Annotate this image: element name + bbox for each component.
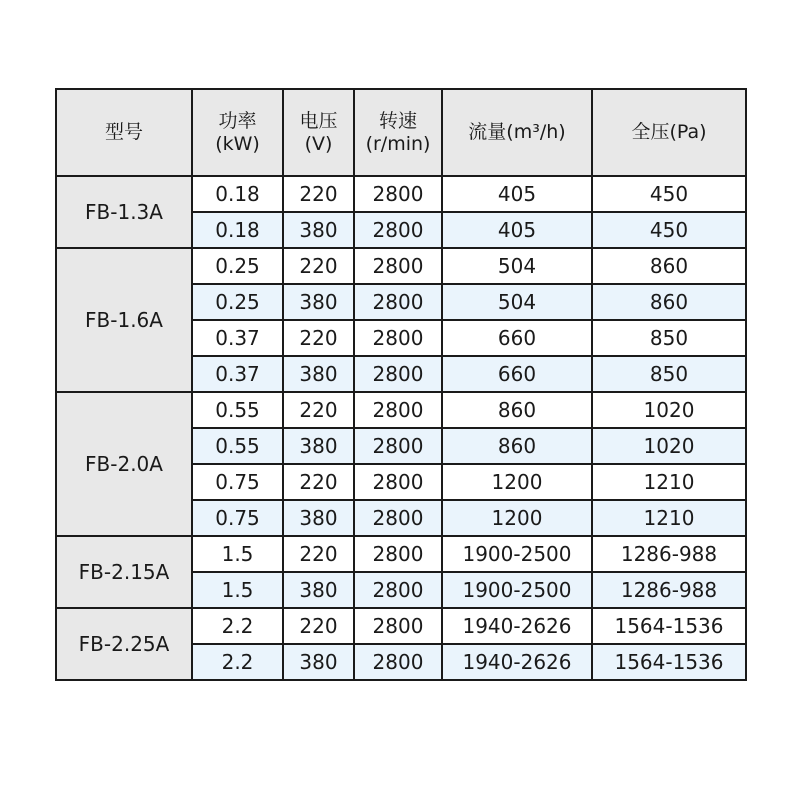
header-speed	[354, 89, 442, 176]
voltage-cell: 220	[283, 392, 354, 428]
flow-cell: 860	[442, 428, 592, 464]
header-voltage-label: 电压	[299, 109, 338, 132]
power-cell: 0.37	[192, 320, 283, 356]
voltage-cell: 380	[283, 644, 354, 680]
voltage-cell: 220	[283, 248, 354, 284]
model-cell: FB-2.0A	[56, 392, 192, 536]
power-cell: 0.55	[192, 392, 283, 428]
pressure-cell: 1020	[592, 428, 746, 464]
model-cell: FB-1.6A	[56, 248, 192, 392]
speed-cell: 2800	[354, 464, 442, 500]
pressure-cell: 1564-1536	[592, 608, 746, 644]
table-row	[56, 536, 746, 572]
model-cell: FB-2.15A	[56, 536, 192, 608]
power-cell: 1.5	[192, 536, 283, 572]
pressure-cell: 1286-988	[592, 572, 746, 608]
flow-cell: 1900-2500	[442, 572, 592, 608]
voltage-cell: 220	[283, 176, 354, 212]
header-speed-unit: (r/min)	[365, 132, 431, 155]
header-power-unit: (kW)	[215, 132, 260, 155]
flow-cell: 1200	[442, 500, 592, 536]
flow-cell: 1940-2626	[442, 608, 592, 644]
header-voltage	[283, 89, 354, 176]
flow-cell: 1900-2500	[442, 536, 592, 572]
pressure-cell: 450	[592, 212, 746, 248]
speed-cell: 2800	[354, 536, 442, 572]
table-row	[56, 176, 746, 212]
model-cell: FB-2.25A	[56, 608, 192, 680]
pressure-cell: 1020	[592, 392, 746, 428]
power-cell: 0.18	[192, 176, 283, 212]
header-speed-label: 转速	[378, 109, 417, 132]
flow-cell: 860	[442, 392, 592, 428]
header-pressure-label: 全压(Pa)	[631, 121, 707, 143]
pressure-cell: 860	[592, 284, 746, 320]
voltage-cell: 380	[283, 356, 354, 392]
power-cell: 0.75	[192, 464, 283, 500]
table-row	[56, 608, 746, 644]
speed-cell: 2800	[354, 428, 442, 464]
header-flow	[442, 89, 592, 176]
voltage-cell: 380	[283, 428, 354, 464]
speed-cell: 2800	[354, 572, 442, 608]
header-model	[56, 89, 192, 176]
header-model-label: 型号	[104, 121, 143, 143]
power-cell: 0.75	[192, 500, 283, 536]
flow-cell: 660	[442, 356, 592, 392]
speed-cell: 2800	[354, 608, 442, 644]
voltage-cell: 380	[283, 284, 354, 320]
voltage-cell: 380	[283, 500, 354, 536]
speed-cell: 2800	[354, 392, 442, 428]
pressure-cell: 450	[592, 176, 746, 212]
pressure-cell: 850	[592, 320, 746, 356]
power-cell: 2.2	[192, 608, 283, 644]
table-body	[56, 176, 746, 680]
pressure-cell: 1564-1536	[592, 644, 746, 680]
speed-cell: 2800	[354, 644, 442, 680]
pressure-cell: 1210	[592, 464, 746, 500]
speed-cell: 2800	[354, 212, 442, 248]
header-power	[192, 89, 283, 176]
voltage-cell: 220	[283, 608, 354, 644]
power-cell: 0.25	[192, 284, 283, 320]
header-voltage-unit: (V)	[304, 132, 333, 155]
pressure-cell: 1286-988	[592, 536, 746, 572]
flow-cell: 660	[442, 320, 592, 356]
voltage-cell: 380	[283, 572, 354, 608]
table-row	[56, 248, 746, 284]
speed-cell: 2800	[354, 356, 442, 392]
voltage-cell: 380	[283, 212, 354, 248]
flow-cell: 1940-2626	[442, 644, 592, 680]
table-row	[56, 392, 746, 428]
power-cell: 0.37	[192, 356, 283, 392]
speed-cell: 2800	[354, 176, 442, 212]
flow-cell: 405	[442, 212, 592, 248]
header-row	[56, 89, 746, 176]
pressure-cell: 1210	[592, 500, 746, 536]
power-cell: 1.5	[192, 572, 283, 608]
pressure-cell: 850	[592, 356, 746, 392]
flow-cell: 1200	[442, 464, 592, 500]
power-cell: 0.25	[192, 248, 283, 284]
header-pressure	[592, 89, 746, 176]
header-flow-label: 流量(m³/h)	[468, 121, 566, 143]
speed-cell: 2800	[354, 284, 442, 320]
spec-table	[55, 88, 747, 681]
speed-cell: 2800	[354, 320, 442, 356]
model-cell: FB-1.3A	[56, 176, 192, 248]
flow-cell: 504	[442, 248, 592, 284]
flow-cell: 504	[442, 284, 592, 320]
power-cell: 2.2	[192, 644, 283, 680]
speed-cell: 2800	[354, 500, 442, 536]
pressure-cell: 860	[592, 248, 746, 284]
voltage-cell: 220	[283, 320, 354, 356]
power-cell: 0.55	[192, 428, 283, 464]
power-cell: 0.18	[192, 212, 283, 248]
header-power-label: 功率	[218, 109, 257, 132]
flow-cell: 405	[442, 176, 592, 212]
speed-cell: 2800	[354, 248, 442, 284]
voltage-cell: 220	[283, 464, 354, 500]
voltage-cell: 220	[283, 536, 354, 572]
